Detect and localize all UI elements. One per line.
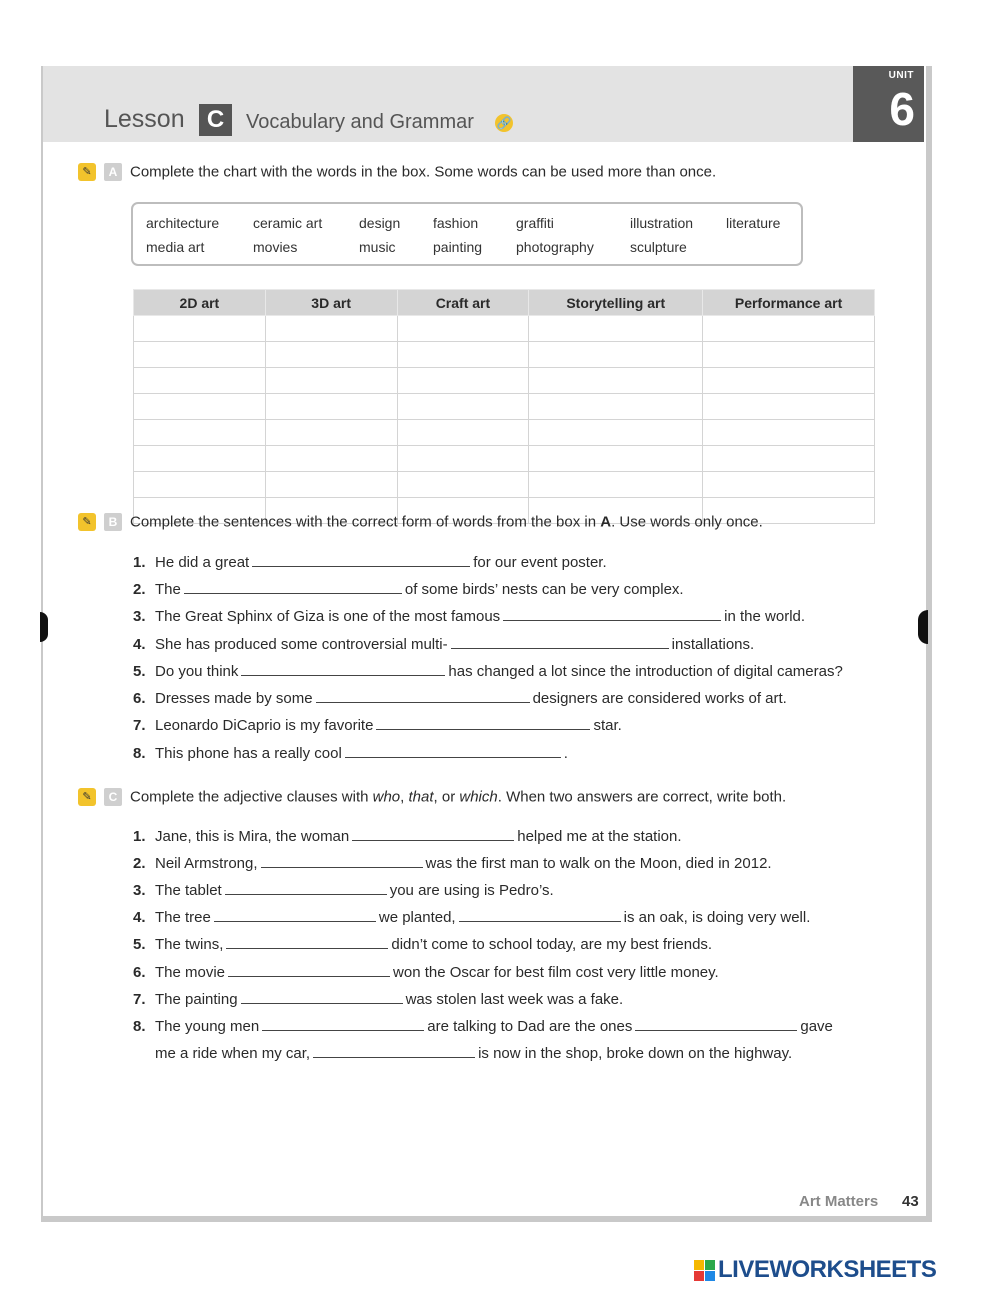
unit-badge: [853, 66, 924, 142]
lesson-word: Lesson: [104, 105, 185, 133]
answer-blank[interactable]: [503, 619, 721, 621]
sentence-part: This phone has a really cool: [155, 745, 342, 762]
answer-blank[interactable]: [252, 565, 470, 567]
answer-blank[interactable]: [261, 866, 423, 868]
sentence-part: gave: [800, 1018, 833, 1035]
sentence-part: has changed a lot since the introduction of digital cameras?: [448, 663, 843, 680]
sentence-b4: [133, 636, 754, 653]
answer-blank[interactable]: [241, 674, 445, 676]
chart-header: Performance art: [703, 290, 875, 316]
chart-cell[interactable]: [134, 446, 266, 472]
instruction-part: Complete the adjective clauses with: [130, 788, 373, 806]
sentence-b6: [133, 690, 787, 707]
chart-cell[interactable]: [397, 394, 529, 420]
word: media art: [146, 239, 205, 255]
item-number: 8.: [133, 745, 146, 762]
chart-cell[interactable]: [134, 342, 266, 368]
pencil-icon: ✎: [78, 788, 96, 806]
sentence-part: is now in the shop, broke down on the highway.: [478, 1045, 793, 1062]
chart-cell[interactable]: [397, 316, 529, 342]
sentence-b8: [133, 745, 568, 762]
word-box: [131, 202, 803, 266]
sentence-part: The movie: [155, 964, 226, 981]
sentence-part: you are using is Pedro’s.: [389, 882, 554, 899]
item-number: 6.: [133, 690, 146, 707]
sentence-b7: [133, 717, 622, 734]
chart-cell[interactable]: [134, 368, 266, 394]
exercise-a-heading: [78, 163, 716, 181]
item-number: 2.: [133, 581, 146, 598]
sentence-part: we planted,: [378, 909, 456, 926]
answer-blank[interactable]: [313, 1056, 475, 1058]
sentence-c4: [133, 909, 810, 926]
chart-cell[interactable]: [265, 472, 397, 498]
chart-cell[interactable]: [397, 446, 529, 472]
word: ceramic art: [253, 215, 323, 231]
answer-blank[interactable]: [214, 920, 376, 922]
instruction-part: . When two answers are correct, write both.: [497, 788, 787, 806]
word: design: [359, 215, 401, 231]
instruction-part: Complete the sentences with the correct form of words from the box in: [130, 513, 601, 531]
sentence-part: The Great Sphinx of Giza is one of the most famous: [155, 608, 501, 625]
item-number: 8.: [133, 1018, 146, 1035]
chart-header-row: [134, 290, 875, 316]
sentence-b2: [133, 581, 684, 598]
word: literature: [726, 215, 781, 231]
sentence-part: The young men: [155, 1018, 260, 1035]
lesson-letter: C: [199, 104, 232, 136]
item-number: 2.: [133, 855, 146, 872]
sentence-c8-continuation: [155, 1045, 792, 1062]
sentence-part: designers are considered works of art.: [532, 690, 787, 707]
answer-blank[interactable]: [316, 701, 530, 703]
sentence-part: won the Oscar for best film cost very little money.: [393, 964, 719, 981]
exercise-b-heading: [78, 513, 763, 531]
sentence-c8: [133, 1018, 833, 1035]
chart-cell[interactable]: [529, 342, 703, 368]
instruction-bold: A: [600, 513, 612, 531]
exercise-c-heading: [78, 788, 786, 806]
chart-cell[interactable]: [265, 394, 397, 420]
sentence-part: She has produced some controversial multi-: [155, 636, 448, 653]
word: sculpture: [630, 239, 687, 255]
chart-cell[interactable]: [703, 342, 875, 368]
answer-blank[interactable]: [184, 592, 402, 594]
chart-cell[interactable]: [703, 316, 875, 342]
chart-cell[interactable]: [265, 446, 397, 472]
chart-row: [134, 316, 875, 342]
sentence-b3: [133, 608, 805, 625]
sentence-part: He did a great: [155, 554, 250, 571]
vocabulary-chart: [133, 289, 875, 524]
answer-blank[interactable]: [228, 975, 390, 977]
instruction-part: . Use words only once.: [611, 513, 763, 531]
sentence-part: in the world.: [724, 608, 806, 625]
chart-cell[interactable]: [397, 368, 529, 394]
word: illustration: [630, 215, 694, 231]
chart-cell[interactable]: [529, 368, 703, 394]
answer-blank[interactable]: [451, 647, 669, 649]
chart-cell[interactable]: [529, 420, 703, 446]
chart-cell[interactable]: [703, 368, 875, 394]
chart-cell[interactable]: [397, 342, 529, 368]
word: fashion: [433, 215, 479, 231]
sentence-part: didn’t come to school today, are my best friends.: [391, 936, 713, 953]
instruction-part: , or: [433, 788, 460, 806]
chart-cell[interactable]: [703, 420, 875, 446]
word: movies: [253, 239, 298, 255]
sentence-part: was the first man to walk on the Moon, died in 2012.: [425, 855, 772, 872]
sentence-part: The tablet: [155, 882, 222, 899]
sentence-part: was stolen last week was a fake.: [405, 991, 624, 1008]
sentence-c2: [133, 855, 772, 872]
sentence-part: Jane, this is Mira, the woman: [155, 828, 350, 845]
exercise-a-instruction: Complete the chart with the words in the box. Some words can be used more than once.: [130, 163, 717, 181]
sentence-part: for our event poster.: [473, 554, 607, 571]
chart-cell[interactable]: [529, 472, 703, 498]
sentence-c3: [133, 882, 554, 899]
chart-row: [134, 420, 875, 446]
exercise-letter-c: C: [104, 788, 122, 806]
sentence-part: Dresses made by some: [155, 690, 313, 707]
item-number: 7.: [133, 991, 146, 1008]
chart-cell[interactable]: [529, 316, 703, 342]
sentence-part: me a ride when my car,: [155, 1045, 311, 1062]
item-number: 1.: [133, 554, 146, 571]
chart-cell[interactable]: [134, 394, 266, 420]
link-icon[interactable]: 🔗: [496, 116, 512, 130]
chart-cell[interactable]: [265, 342, 397, 368]
chart-cell[interactable]: [265, 316, 397, 342]
sentence-part: Do you think: [155, 663, 239, 680]
chart-header: 2D art: [134, 290, 266, 316]
chart-cell[interactable]: [265, 368, 397, 394]
sentence-c1: [133, 828, 682, 845]
instruction-italic: that: [408, 788, 434, 806]
sentence-c7: [133, 991, 623, 1008]
exercise-c-instruction: [130, 789, 786, 806]
chart-header: Storytelling art: [529, 290, 703, 316]
chart-row: [134, 342, 875, 368]
item-number: 7.: [133, 717, 146, 734]
chart-cell[interactable]: [397, 472, 529, 498]
sentence-part: of some birds’ nests can be very complex.: [404, 581, 684, 598]
instruction-part: ,: [400, 788, 409, 806]
item-number: 6.: [133, 964, 146, 981]
chart-header: Craft art: [397, 290, 529, 316]
chart-cell[interactable]: [134, 420, 266, 446]
item-number: 4.: [133, 636, 146, 653]
item-number: 5.: [133, 663, 146, 680]
sentence-part: installations.: [671, 636, 755, 653]
answer-blank[interactable]: [352, 839, 514, 841]
sentence-part: are talking to Dad are the ones: [427, 1018, 633, 1035]
chart-cell[interactable]: [265, 420, 397, 446]
pencil-icon: ✎: [78, 513, 96, 531]
answer-blank[interactable]: [225, 893, 387, 895]
answer-blank[interactable]: [262, 1029, 424, 1031]
item-number: 5.: [133, 936, 146, 953]
sentence-part: The tree: [155, 909, 211, 926]
chart-cell[interactable]: [397, 420, 529, 446]
answer-blank[interactable]: [345, 756, 561, 758]
chart-cell[interactable]: [134, 316, 266, 342]
word: music: [359, 239, 396, 255]
word: graffiti: [516, 215, 554, 231]
instruction-italic: which: [459, 788, 498, 806]
sentence-part: The painting: [155, 991, 238, 1008]
pencil-icon: ✎: [78, 163, 96, 181]
chart-row: [134, 446, 875, 472]
sentence-c6: [133, 964, 719, 981]
chart-row: [134, 368, 875, 394]
word: photography: [516, 239, 594, 255]
page-number: 43: [902, 1193, 919, 1210]
answer-blank[interactable]: [241, 1002, 403, 1004]
item-number: 4.: [133, 909, 146, 926]
sentence-part: is an oak, is doing very well.: [623, 909, 811, 926]
sentence-b5: [133, 663, 843, 680]
exercise-letter-b: B: [104, 513, 122, 531]
chart-cell[interactable]: [703, 394, 875, 420]
instruction-italic: who: [372, 788, 401, 806]
right-edge-tab: [918, 610, 928, 644]
liveworksheets-logo-text: LIVEWORKSHEETS: [718, 1256, 937, 1283]
sentence-part: Leonardo DiCaprio is my favorite: [155, 717, 374, 734]
answer-blank[interactable]: [226, 947, 388, 949]
chart-cell[interactable]: [529, 394, 703, 420]
unit-label: UNIT: [888, 70, 914, 81]
lesson-subtitle: Vocabulary and Grammar: [246, 111, 474, 133]
sentence-part: Neil Armstrong,: [155, 855, 258, 872]
sentence-part: The twins,: [155, 936, 224, 953]
chart-row: [134, 472, 875, 498]
sentence-c5: [133, 936, 712, 953]
answer-blank[interactable]: [635, 1029, 797, 1031]
sentence-part: star.: [593, 717, 622, 734]
chart-cell[interactable]: [703, 446, 875, 472]
footer-title: Art Matters: [799, 1193, 879, 1210]
sentence-part: .: [563, 745, 568, 762]
word: painting: [433, 239, 483, 255]
chart-header: 3D art: [265, 290, 397, 316]
item-number: 1.: [133, 828, 146, 845]
item-number: 3.: [133, 882, 146, 899]
item-number: 3.: [133, 608, 146, 625]
chart-cell[interactable]: [134, 472, 266, 498]
sentence-b1: [133, 554, 607, 571]
exercise-letter-a: A: [104, 163, 122, 181]
exercise-b-instruction: [130, 514, 763, 531]
word: architecture: [146, 215, 220, 231]
chart-cell[interactable]: [703, 472, 875, 498]
left-edge-tab: [40, 612, 48, 642]
chart-row: [134, 394, 875, 420]
unit-number: 6: [889, 83, 915, 135]
chart-cell[interactable]: [529, 446, 703, 472]
answer-blank[interactable]: [459, 920, 621, 922]
sentence-part: The: [155, 581, 181, 598]
answer-blank[interactable]: [376, 728, 590, 730]
sentence-part: helped me at the station.: [517, 828, 682, 845]
liveworksheets-logo-icon: [694, 1260, 716, 1282]
